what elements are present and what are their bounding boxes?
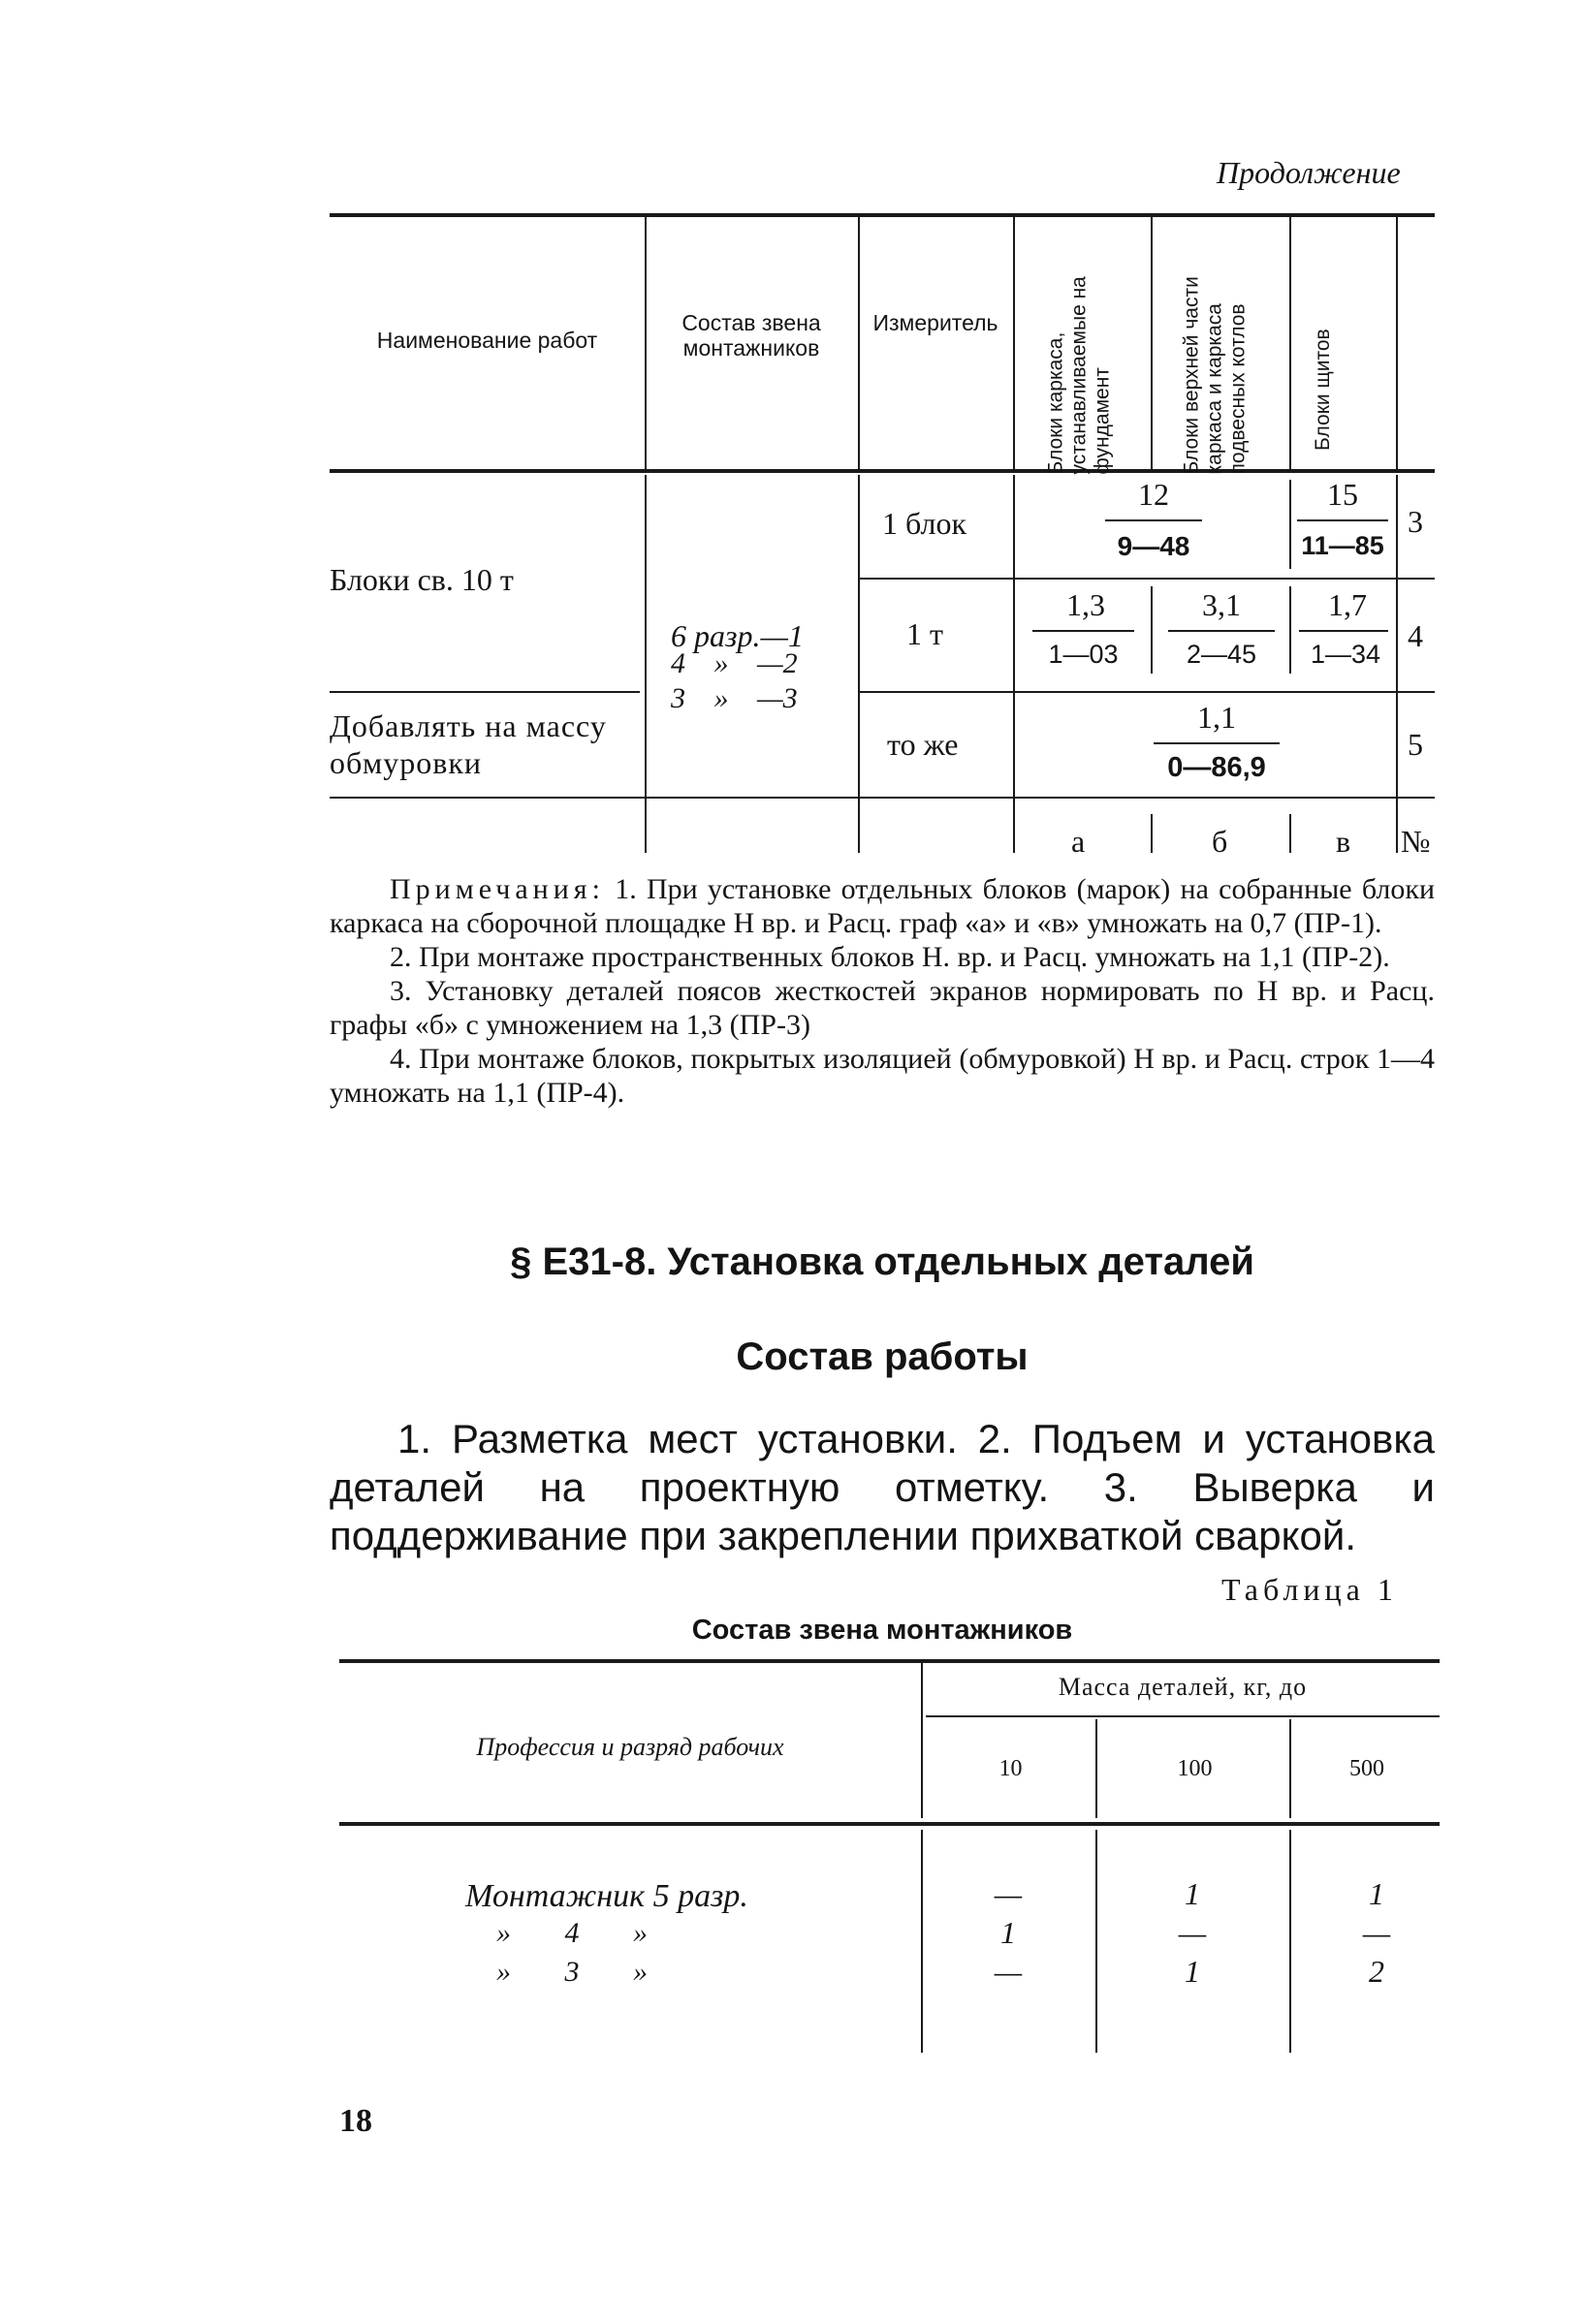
crew-line-2: 4 » —2 — [671, 647, 798, 679]
continuation-label: Продолжение — [1217, 155, 1401, 190]
col-letter-b: б — [1212, 824, 1228, 859]
mass-col-10: 10 — [998, 1756, 1023, 1781]
col-divider — [1289, 1830, 1291, 2053]
table-top-rule — [330, 213, 1435, 217]
col-divider — [921, 1830, 923, 2053]
col-letter-no: № — [1401, 824, 1431, 859]
header-col-a: Блоки каркаса, устанавливаемые на фундамент — [1044, 276, 1114, 475]
notes-block — [330, 872, 1435, 1110]
cell-r3-c-bot: 11—85 — [1301, 531, 1384, 560]
col-divider — [1095, 1719, 1097, 1818]
fraction-line — [1168, 630, 1275, 632]
table1-label: Таблица 1 — [1221, 1572, 1398, 1607]
cell-r2-c2: — — [1178, 1915, 1207, 1950]
unit-same: то же — [887, 727, 959, 762]
col-divider — [1289, 217, 1291, 469]
cell-r5-top: 1,1 — [1197, 700, 1236, 735]
cell-r3-c2: 1 — [1185, 1954, 1200, 1989]
col-divider — [858, 217, 860, 469]
row-number-5: 5 — [1408, 727, 1423, 762]
cell-r4-a-top: 1,3 — [1066, 587, 1105, 622]
cell-r1-c1: — — [994, 1876, 1023, 1911]
fraction-line — [1105, 519, 1202, 521]
col-letter-a: а — [1071, 824, 1086, 859]
header-unit: Измеритель — [872, 310, 998, 335]
work-subtitle: Состав работы — [736, 1335, 1029, 1378]
row-rule — [858, 578, 1435, 580]
cell-r4-c-top: 1,7 — [1328, 587, 1367, 622]
col-divider — [1013, 217, 1015, 469]
cell-r3-c-top: 15 — [1327, 477, 1358, 512]
note-1: 1. При установке отдельных блоков (марок) на собранные блоки каркаса на сборочной площадке Н вр. и Расц. граф «а» и «в» умножать на 0,7 (ПР-1). — [330, 873, 1435, 939]
section-title: § Е31-8. Установка отдельных деталей — [510, 1241, 1254, 1283]
fraction-line — [1299, 630, 1388, 632]
row-number-3: 3 — [1408, 504, 1423, 539]
table1-top-rule — [339, 1659, 1440, 1663]
unit-block: 1 блок — [882, 506, 966, 541]
table1-header-rule — [339, 1822, 1440, 1826]
cell-r5-bot: 0—86,9 — [1167, 752, 1266, 783]
cell-r3-c1: — — [994, 1954, 1023, 1989]
cell-r1-c2: 1 — [1185, 1876, 1200, 1911]
col-divider — [921, 1663, 923, 1818]
work-description: 1. Разметка мест установки. 2. Подъем и установка деталей на проектную отметку. 3. Выверка и поддерживание при закреплении прихваткой сваркой. — [330, 1416, 1435, 1558]
cell-r3-c3: 2 — [1369, 1954, 1384, 1989]
fraction-line — [1154, 742, 1280, 744]
col-letter-v: в — [1336, 824, 1351, 859]
cell-r4-b-bot: 2—45 — [1186, 640, 1257, 669]
prof-row-1: Монтажник 5 разр. — [465, 1878, 748, 1914]
prof-row-3: » 3 » — [496, 1956, 648, 1988]
row-rule — [330, 691, 640, 693]
col-divider — [1289, 814, 1291, 853]
header-profession: Профессия и разряд рабочих — [476, 1733, 784, 1761]
header-col-c: Блоки щитов — [1312, 329, 1334, 451]
cell-r4-b-top: 3,1 — [1202, 587, 1241, 622]
crew-line-3: 3 » —3 — [671, 682, 798, 714]
col-divider — [1095, 1830, 1097, 2053]
col-divider — [1151, 586, 1153, 674]
page-number: 18 — [339, 2103, 372, 2139]
table1-title: Состав звена монтажников — [691, 1615, 1073, 1646]
note-2: 2. При монтаже пространственных блоков Н. вр. и Расц. умножать на 1,1 (ПР-2). — [390, 941, 1390, 973]
cell-r2-c1: 1 — [1000, 1915, 1016, 1950]
col-divider — [1151, 217, 1153, 469]
col-divider — [645, 217, 647, 469]
unit-ton: 1 т — [906, 616, 943, 651]
cell-r4-c-bot: 1—34 — [1310, 640, 1381, 669]
note-3: 3. Установку деталей поясов жесткостей экранов нормировать по Н вр. и Расц. графы «б» с умножением на 1,3 (ПР-3) — [330, 975, 1435, 1041]
crew-line-1: 6 разр.—1 — [671, 618, 804, 653]
cell-r4-a-bot: 1—03 — [1048, 640, 1119, 669]
header-name: Наименование работ — [376, 328, 598, 353]
col-divider — [1289, 586, 1291, 674]
mass-col-500: 500 — [1349, 1756, 1384, 1781]
col-divider — [1151, 814, 1153, 853]
row-rule — [858, 691, 1435, 693]
table1-mass-rule — [926, 1715, 1440, 1717]
note-4: 4. При монтаже блоков, покрытых изоляцией (обмуровкой) Н вр. и Расц. строк 1—4 умножать на 1,1 (ПР-4). — [330, 1043, 1435, 1109]
col-divider — [1396, 217, 1398, 469]
mass-col-100: 100 — [1177, 1756, 1213, 1781]
table-header-rule — [330, 469, 1435, 473]
row-number-4: 4 — [1408, 618, 1423, 653]
cell-r3-ab-bot: 9—48 — [1117, 531, 1190, 561]
prof-row-2: » 4 » — [496, 1917, 648, 1949]
header-mass: Масса деталей, кг, до — [1058, 1673, 1308, 1701]
row-name-blocks: Блоки св. 10 т — [330, 562, 514, 597]
col-divider — [1289, 1719, 1291, 1818]
notes-heading: Примечания: — [390, 873, 605, 905]
header-crew: Состав звена монтажников — [681, 310, 821, 361]
header-col-b: Блоки верхней части каркаса и каркаса подвесных котлов — [1180, 276, 1250, 475]
cell-r1-c3: 1 — [1369, 1876, 1384, 1911]
fraction-line — [1032, 630, 1134, 632]
row-rule — [330, 797, 1435, 799]
fraction-line — [1297, 519, 1388, 521]
cell-r2-c3: — — [1362, 1915, 1391, 1950]
cell-r3-ab-top: 12 — [1138, 477, 1169, 512]
row-name-lining: Добавлять на массу обмуровки — [330, 708, 607, 780]
